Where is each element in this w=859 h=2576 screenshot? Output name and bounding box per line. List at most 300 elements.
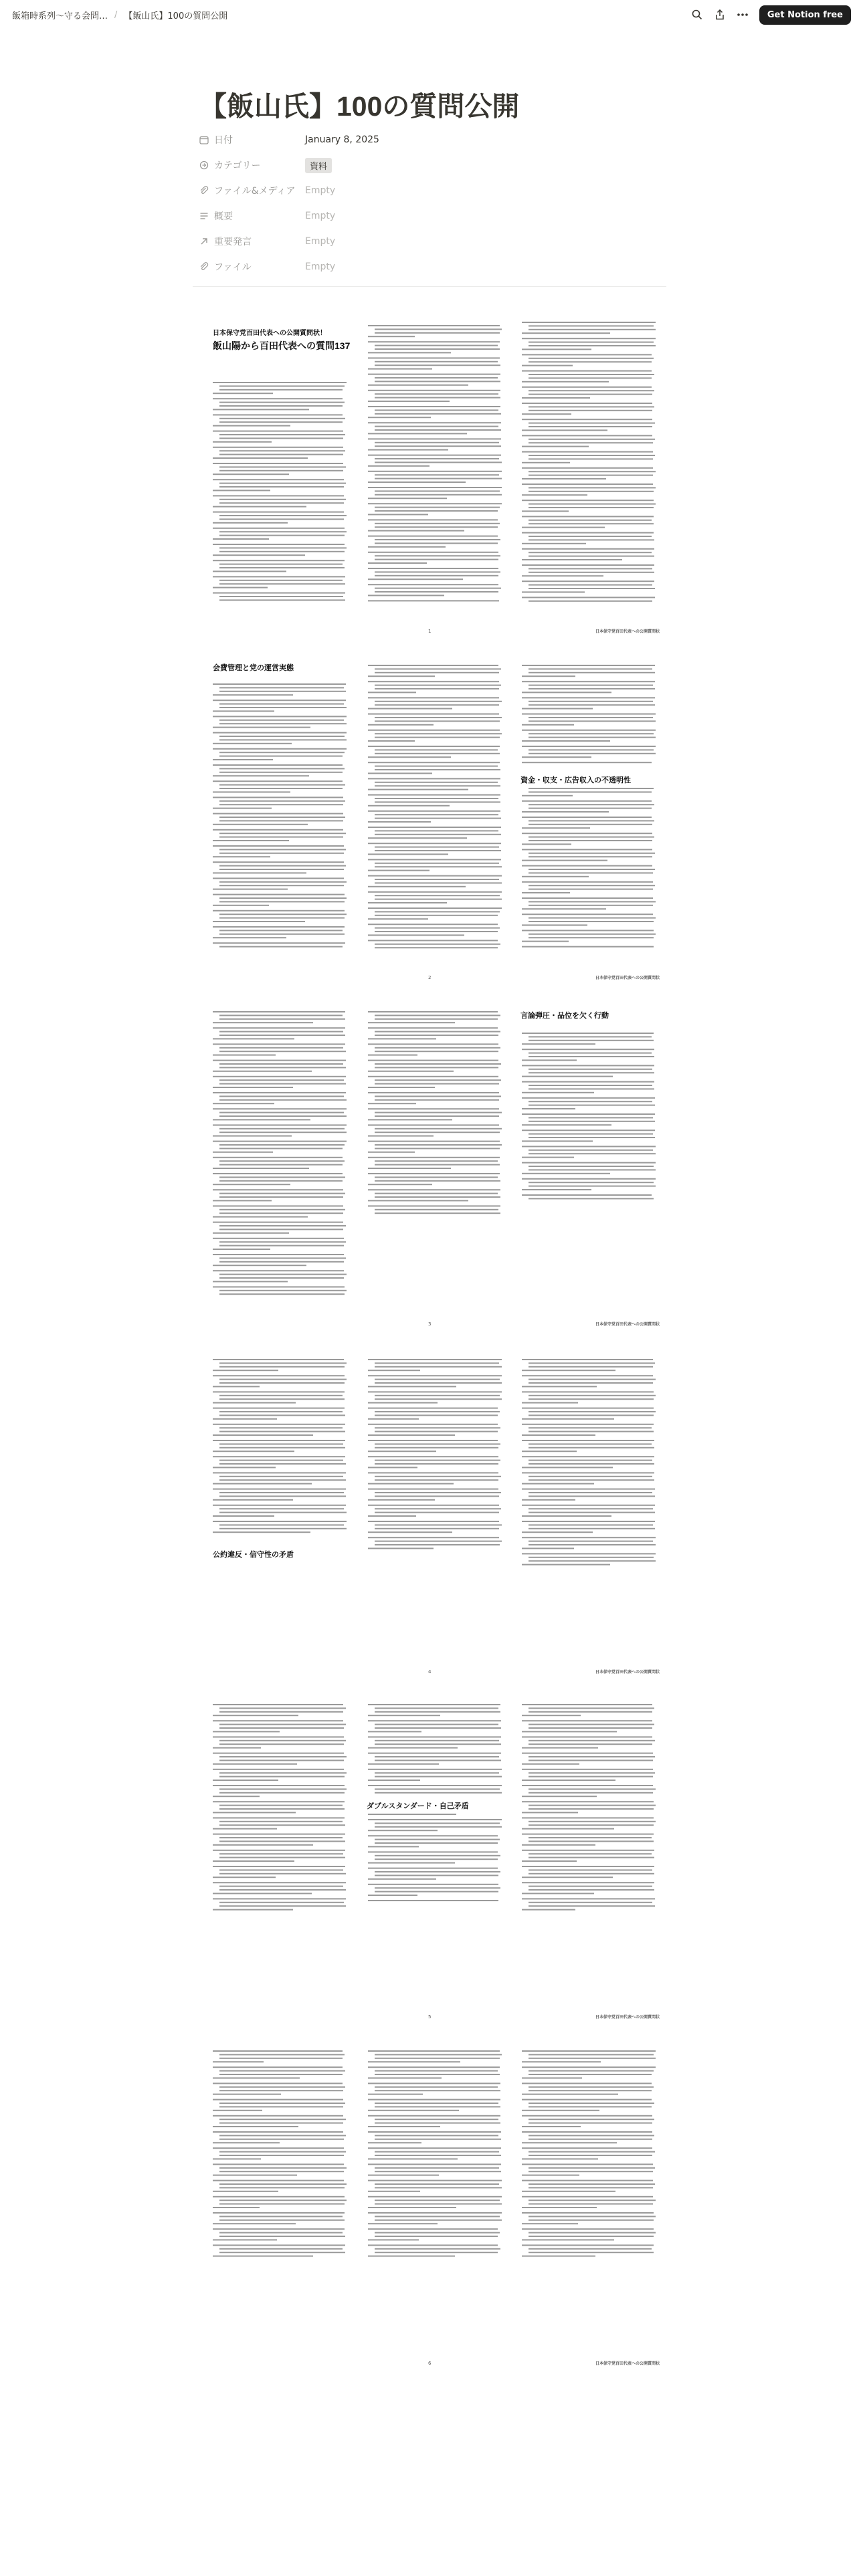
- pdf-text-line: [522, 1097, 655, 1099]
- pdf-text-line: [375, 766, 498, 767]
- pdf-text-line: [213, 808, 272, 809]
- pdf-text-line: [219, 2183, 347, 2185]
- pdf-text-line: [529, 523, 654, 524]
- pdf-text-line: [368, 1736, 501, 1737]
- pdf-text-line: [375, 737, 500, 738]
- pdf-text-line: [213, 1157, 343, 1158]
- pdf-text-line: [219, 402, 345, 403]
- pdf-text-line: [219, 499, 346, 500]
- pdf-text-line: [529, 475, 653, 476]
- pdf-text-line: [522, 2126, 581, 2127]
- pdf-text-line: [368, 341, 500, 342]
- pdf-text-line: [522, 2223, 578, 2224]
- pdf-text-line: [529, 720, 656, 722]
- pdf-text-line: [522, 697, 655, 698]
- pdf-text-line: [529, 1182, 654, 1183]
- pdf-text-line: [522, 2228, 654, 2230]
- pdf-text-line: [522, 1059, 577, 1061]
- pdf-text-line: [368, 1489, 498, 1490]
- pdf-text-lines: [193, 2040, 666, 2374]
- pdf-text-line: [219, 2171, 344, 2172]
- pdf-text-line: [529, 1873, 654, 1874]
- pdf-text-line: [368, 837, 467, 839]
- pdf-text-line: [368, 1055, 417, 1056]
- pdf-text-line: [522, 1140, 593, 1142]
- pdf-text-line: [529, 1805, 656, 1806]
- pdf-text-line: [368, 740, 415, 742]
- pdf-text-line: [375, 818, 501, 819]
- property-key-remarks[interactable]: [193, 229, 668, 254]
- pdf-text-line: [219, 2054, 345, 2055]
- pdf-text-line: [368, 2239, 419, 2240]
- pdf-text-line: [368, 1868, 498, 1869]
- pdf-text-line: [219, 2086, 345, 2088]
- pdf-text-line: [375, 1541, 502, 1542]
- pdf-text-line: [529, 1740, 655, 1741]
- pdf-text-line: [368, 2163, 501, 2165]
- pdf-text-line: [213, 921, 305, 922]
- pdf-text-line: [375, 931, 498, 932]
- pdf-text-line: [219, 1414, 345, 1416]
- pdf-text-line: [375, 1826, 502, 1828]
- pdf-text-line: [522, 2099, 652, 2101]
- property-file[interactable]: [193, 254, 668, 280]
- pdf-text-line: [213, 2131, 343, 2133]
- tag-icon: [199, 160, 209, 170]
- pdf-text-line: [368, 374, 500, 375]
- breadcrumb-current[interactable]: 【飯山氏】100の質問公開: [124, 11, 228, 21]
- pdf-text-line: [213, 1189, 343, 1190]
- pdf-text-line: [529, 426, 652, 427]
- pdf-text-line: [375, 672, 499, 673]
- pdf-text-line: [375, 1063, 501, 1065]
- pdf-text-line: [219, 531, 347, 532]
- pdf-text-line: [529, 1166, 654, 1167]
- pdf-text-line: [522, 708, 593, 710]
- pdf-text-line: [368, 352, 451, 353]
- pdf-text-line: [368, 827, 501, 828]
- pdf-text-line: [368, 708, 452, 710]
- pdf-text-line: [213, 716, 347, 717]
- pdf-text-line: [213, 1270, 344, 1271]
- pdf-text-line: [522, 403, 652, 404]
- pdf-text-line: [213, 2175, 297, 2176]
- pdf-text-line: [219, 434, 345, 435]
- pdf-text-line: [219, 421, 343, 423]
- pdf-text-line: [219, 1083, 346, 1085]
- pdf-text-line: [219, 2139, 344, 2140]
- pdf-text-line: [368, 1060, 498, 1061]
- pdf-text-line: [213, 2110, 262, 2111]
- pdf-text-line: [213, 447, 343, 448]
- pdf-text-line: [529, 1869, 652, 1870]
- pdf-text-line: [529, 1411, 656, 1412]
- pdf-text-line: [375, 1398, 502, 1400]
- pdf-text-line: [529, 1727, 652, 1729]
- pdf-text-line: [368, 1537, 499, 1538]
- pdf-text-line: [522, 1391, 654, 1392]
- pdf-text-line: [522, 800, 652, 802]
- pdf-text-line: [529, 2054, 654, 2055]
- pdf-text-line: [522, 2191, 615, 2192]
- pdf-text-line: [529, 588, 655, 589]
- pdf-text-line: [375, 1379, 500, 1380]
- pdf-source-note: 日本保守党百田代表への公開質問状: [595, 1322, 660, 1327]
- breadcrumb-separator: /: [114, 9, 118, 20]
- pdf-text-line: [368, 1747, 458, 1749]
- pdf-text-line: [375, 575, 498, 576]
- pdf-text-line: [219, 2058, 343, 2059]
- file-icon: [199, 262, 209, 272]
- pdf-text-line: [368, 1499, 435, 1501]
- pdf-text-line: [219, 1443, 343, 1444]
- share-icon[interactable]: [710, 5, 730, 25]
- pdf-text-line: [368, 1418, 419, 1420]
- pdf-text-line: [522, 691, 611, 693]
- property-name: 日付: [214, 135, 233, 146]
- pdf-text-line: [529, 1560, 656, 1562]
- pdf-text-line: [375, 928, 500, 929]
- pdf-text-line: [219, 1241, 346, 1243]
- pdf-text-line: [522, 494, 587, 496]
- pdf-text-lines: [193, 654, 666, 988]
- pdf-text-line: [213, 856, 270, 857]
- pdf-text-line: [213, 2256, 313, 2257]
- pdf-text-line: [213, 829, 343, 831]
- pdf-text-line: [219, 918, 345, 919]
- pdf-text-line: [213, 398, 343, 399]
- pdf-text-line: [375, 1743, 501, 1745]
- pdf-text-line: [219, 1257, 346, 1259]
- pdf-text-line: [375, 555, 500, 556]
- pdf-text-line: [375, 2167, 499, 2169]
- pdf-text-line: [368, 514, 428, 515]
- pdf-text-line: [529, 1792, 653, 1794]
- pdf-text-line: [368, 746, 500, 747]
- pdf-text-line: [213, 1136, 292, 1137]
- pdf-text-line: [219, 1788, 347, 1790]
- pdf-text-line: [529, 820, 654, 821]
- pdf-text-line: [368, 325, 500, 326]
- pdf-text-line: [529, 701, 653, 702]
- pdf-text-line: [375, 720, 500, 722]
- pdf-text-line: [213, 1796, 260, 1797]
- pdf-text-line: [375, 377, 498, 379]
- pdf-text-line: [375, 1180, 500, 1182]
- pdf-text-line: [219, 720, 344, 721]
- pdf-text-line: [522, 1812, 578, 1813]
- pdf-text-line: [522, 1408, 654, 1409]
- pdf-text-line: [219, 897, 347, 899]
- pdf-text-line: [529, 2204, 653, 2205]
- pdf-text-line: [375, 2119, 498, 2120]
- property-files-media[interactable]: [193, 178, 668, 203]
- pdf-text-line: [375, 523, 500, 524]
- pdf-text-line: [375, 1524, 502, 1525]
- pdf-text-line: [522, 2196, 653, 2197]
- pdf-page: [193, 1693, 666, 2028]
- pdf-text-line: [522, 1844, 595, 1846]
- pdf-text-line: [213, 743, 292, 744]
- pdf-text-line: [219, 934, 345, 935]
- property-summary[interactable]: [193, 203, 668, 229]
- pdf-text-line: [213, 796, 343, 798]
- pdf-text-line: [368, 2207, 456, 2208]
- pdf-text-line: [219, 1128, 345, 1130]
- pdf-text-line: [368, 714, 499, 715]
- more-icon[interactable]: [733, 5, 753, 25]
- pdf-text-line: [522, 564, 654, 566]
- pdf-text-line: [213, 1876, 276, 1878]
- pdf-text-line: [213, 2223, 296, 2224]
- pdf-text-line: [522, 827, 590, 829]
- pdf-text-line: [219, 389, 343, 391]
- pdf-text-line: [529, 853, 655, 854]
- pdf-text-line: [219, 1756, 347, 1757]
- pdf-text-line: [368, 2244, 498, 2246]
- pdf-text-line: [529, 2248, 652, 2250]
- pdf-text-line: [213, 1763, 297, 1765]
- pdf-text-line: [375, 429, 501, 431]
- pdf-text-line: [219, 551, 345, 552]
- pdf-text-line: [375, 381, 500, 382]
- pdf-text-line: [529, 1117, 653, 1118]
- pdf-text-line: [529, 1121, 655, 1122]
- pdf-text-line: [522, 1882, 654, 1883]
- pdf-text-line: [522, 1763, 579, 1765]
- pdf-text-line: [375, 1382, 502, 1384]
- pdf-text-line: [522, 1418, 614, 1420]
- pdf-text-line: [375, 426, 498, 427]
- pdf-text-line: [529, 1756, 655, 1757]
- pdf-text-line: [529, 1362, 655, 1364]
- property-category-label: [193, 158, 305, 172]
- pdf-text-line: [368, 1521, 499, 1522]
- pdf-text-line: [219, 2167, 347, 2169]
- pdf-text-line: [529, 804, 654, 805]
- pdf-text-line: [375, 494, 502, 496]
- get-notion-free-button[interactable]: Get Notion free: [759, 5, 851, 25]
- pdf-text-line: [375, 1508, 501, 1509]
- pdf-text-line: [522, 1113, 655, 1115]
- pdf-text-line: [213, 861, 344, 863]
- pdf-text-line: [522, 1108, 575, 1109]
- pdf-text-line: [375, 1447, 498, 1448]
- pdf-section-heading: ダブルスタンダード・自己矛盾: [367, 1802, 469, 1810]
- pdf-text-line: [368, 2115, 500, 2117]
- pdf-text-line: [219, 1132, 347, 1133]
- pdf-text-line: [368, 1200, 468, 1201]
- pdf-text-line: [213, 1386, 260, 1387]
- pdf-text-line: [213, 813, 343, 815]
- pdf-text-line: [375, 863, 499, 864]
- pdf-page: [193, 2040, 666, 2374]
- pdf-text-line: [219, 1759, 344, 1761]
- pdf-text-line: [368, 2131, 501, 2133]
- pdf-text-line: [368, 1483, 454, 1485]
- pdf-text-line: [213, 2163, 344, 2165]
- pdf-text-line: [375, 2090, 500, 2091]
- pdf-text-line: [375, 1858, 498, 1860]
- breadcrumb: [12, 9, 227, 21]
- pdf-text-line: [368, 1467, 417, 1468]
- pdf-text-line: [522, 1194, 652, 1196]
- pdf-text-line: [213, 1893, 312, 1894]
- search-icon[interactable]: [687, 5, 707, 25]
- pdf-text-line: [522, 1736, 652, 1737]
- pdf-text-line: [522, 756, 591, 758]
- pdf-text-line: [522, 338, 656, 339]
- pdf-text-line: [368, 1071, 454, 1072]
- pdf-text-line: [375, 830, 498, 831]
- pdf-text-line: [375, 1740, 499, 1741]
- pdf-text-line: [213, 926, 345, 928]
- property-value: January 8, 2025: [305, 134, 379, 145]
- pdf-text-line: [213, 1704, 343, 1705]
- pdf-text-line: [213, 1184, 290, 1185]
- pdf-text-line: [375, 1411, 500, 1412]
- pdf-text-line: [522, 1893, 594, 1894]
- pdf-text-line: [522, 1189, 591, 1190]
- pdf-text-line: [529, 1137, 655, 1138]
- pdf-text-line: [368, 1375, 502, 1376]
- pdf-text-line: [529, 1443, 652, 1444]
- pdf-text-line: [375, 361, 498, 362]
- pdf-text-line: [368, 552, 498, 553]
- property-date[interactable]: [193, 127, 668, 152]
- pdf-text-line: [213, 2115, 343, 2117]
- pdf-text-line: [522, 2082, 652, 2084]
- pdf-text-line: [213, 1515, 274, 1517]
- pdf-text-line: [368, 1038, 436, 1039]
- pdf-text-line: [213, 593, 345, 594]
- pdf-text-line: [368, 902, 447, 903]
- pdf-text-line: [368, 853, 448, 855]
- pdf-text-line: [368, 1814, 456, 1815]
- pdf-text-line: [375, 1095, 501, 1097]
- pdf-text-line: [219, 470, 343, 471]
- pdf-text-line: [375, 782, 498, 783]
- pdf-text-line: [213, 512, 344, 513]
- pdf-text-line: [219, 687, 344, 688]
- property-category[interactable]: [193, 152, 668, 178]
- pdf-text-line: [529, 1069, 652, 1070]
- pdf-text-line: [219, 466, 346, 467]
- pdf-text-line: [529, 390, 654, 391]
- pdf-text-line: [522, 548, 654, 550]
- pdf-text-line: [219, 1144, 345, 1146]
- pdf-text-line: [375, 668, 501, 669]
- pdf-text-line: [375, 507, 500, 508]
- pdf-text-line: [219, 869, 344, 870]
- pdf-text-line: [213, 732, 347, 734]
- pdf-text-line: [213, 1424, 345, 1425]
- pdf-text-line: [213, 409, 309, 410]
- pdf-text-line: [375, 1209, 498, 1210]
- pdf-text-line: [219, 1160, 345, 1162]
- pdf-text-line: [529, 377, 652, 379]
- pdf-text-line: [529, 2252, 654, 2253]
- pdf-text-line: [375, 882, 502, 883]
- pdf-text-line: [529, 2086, 654, 2088]
- pdf-text-line: [522, 892, 570, 893]
- pdf-text-line: [219, 1508, 344, 1509]
- pdf-text-line: [522, 332, 610, 334]
- pdf-text-line: [375, 461, 502, 463]
- pdf-text-line: [375, 1891, 498, 1893]
- pdf-text-line: [375, 717, 502, 718]
- pdf-text-line: [522, 1173, 610, 1174]
- pdf-text-line: [522, 1780, 615, 1781]
- pdf-text-line: [213, 2077, 300, 2078]
- pdf-text-line: [219, 723, 347, 724]
- pdf-text-line: [219, 1853, 343, 1854]
- pdf-text-line: [219, 385, 345, 387]
- pdf-text-line: [529, 1512, 655, 1513]
- pdf-embed[interactable]: [193, 308, 666, 2374]
- pdf-text-line: [368, 1027, 498, 1029]
- pdf-text-line: [522, 762, 652, 763]
- pdf-text-line: [219, 1840, 345, 1842]
- pdf-text-line: [529, 717, 653, 718]
- pdf-text-line: [219, 502, 344, 504]
- pdf-text-line: [529, 885, 655, 886]
- pdf-text-line: [219, 1395, 343, 1396]
- pdf-text-line: [368, 1895, 417, 1896]
- pdf-text-line: [522, 1178, 656, 1180]
- pdf-text-line: [213, 1456, 345, 1457]
- pdf-text-line: [368, 1900, 498, 1901]
- pdf-text-line: [375, 814, 498, 815]
- pdf-text-line: [522, 484, 653, 485]
- pdf-text-line: [522, 1370, 615, 1371]
- pdf-text-line: [213, 1780, 278, 1781]
- pdf-text-line: [368, 1076, 498, 1077]
- pdf-text-line: [368, 724, 434, 726]
- pdf-text-line: [213, 910, 345, 911]
- pdf-text-line: [219, 881, 347, 883]
- pdf-text-line: [529, 504, 656, 505]
- pdf-text-line: [213, 1087, 293, 1088]
- pdf-page: [193, 1000, 666, 1335]
- pdf-text-line: [219, 1366, 345, 1368]
- pdf-text-line: [529, 1905, 655, 1907]
- pdf-text-line: [219, 1290, 347, 1291]
- pdf-text-line: [529, 1557, 654, 1558]
- pdf-text-line: [368, 1087, 435, 1088]
- breadcrumb-parent[interactable]: 飯箱時系列～守る会問…: [12, 11, 108, 21]
- pdf-text-line: [529, 1743, 652, 1745]
- pdf-text-line: [522, 1483, 594, 1485]
- pdf-text-line: [522, 397, 590, 399]
- pdf-text-line: [213, 1391, 345, 1392]
- pdf-text-line: [375, 348, 500, 350]
- pdf-text-line: [375, 397, 500, 399]
- pdf-text-line: [522, 2147, 652, 2149]
- pdf-text-line: [368, 1547, 434, 1549]
- pdf-text-line: [219, 1427, 343, 1428]
- pdf-text-line: [529, 2139, 652, 2140]
- pdf-text-line: [213, 1022, 313, 1023]
- pdf-text-line: [522, 2077, 582, 2078]
- pdf-text-line: [213, 1866, 345, 1867]
- pdf-text-line: [219, 820, 343, 821]
- pdf-text-line: [219, 2119, 346, 2120]
- pdf-text-line: [375, 539, 500, 540]
- pdf-text-line: [375, 899, 502, 900]
- pdf-text-line: [375, 2139, 501, 2140]
- pdf-text-line: [213, 1785, 345, 1786]
